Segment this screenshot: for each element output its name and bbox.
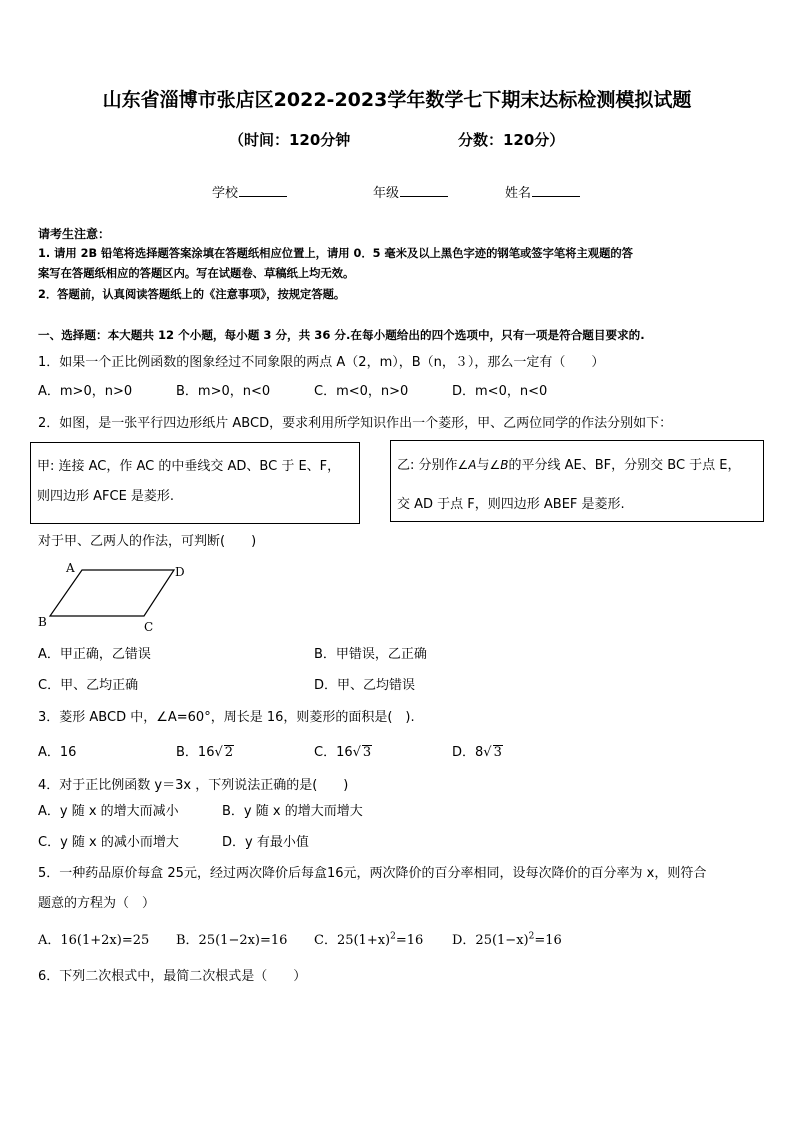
page-title: 山东省淄博市张店区2022-2023学年数学七下期末达标检测模拟试题 bbox=[102, 89, 692, 111]
q3-option-b-radicand: 2 bbox=[224, 745, 234, 760]
q1-option-c: C．m<0，n>0 bbox=[314, 384, 409, 399]
q5-option-d-base: D．25(1−x) bbox=[452, 933, 529, 948]
q5-option-a: A．16(1+2x)=25 bbox=[38, 933, 150, 948]
q3-option-d-coef: D．8 bbox=[452, 745, 484, 760]
parallelogram-abcd bbox=[50, 570, 174, 616]
name-blank bbox=[532, 183, 580, 197]
grade-field bbox=[373, 183, 448, 202]
exam-score: 分数：120分） bbox=[458, 131, 565, 149]
q3-option-b bbox=[176, 745, 234, 761]
school-label: 学校 bbox=[212, 186, 239, 201]
section-heading: 一、选择题：本大题共 12 个小题，每小题 3 分，共 36 分.在每小题给出的四个选项中，只有一项是符合题目要求的. bbox=[38, 328, 645, 342]
q2-stem: 2．如图，是一张平行四边形纸片 ABCD，要求利用所学知识作出一个菱形，甲、乙两位同学的作法分别如下： bbox=[38, 416, 673, 431]
q2-method-jia-box bbox=[30, 442, 360, 524]
q3-option-b-coef: B．16 bbox=[176, 745, 215, 760]
q4-stem-pre: 4．对于正比例函数 bbox=[38, 778, 151, 793]
q2-jia-line-1: 甲: 连接 AC，作 AC 的中垂线交 AD、BC 于 E、F， bbox=[37, 459, 341, 474]
notice-line-2: 2．答题前，认真阅读答题纸上的《注意事项》，按规定答题。 bbox=[38, 288, 346, 301]
q2-option-d: D．甲、乙均错误 bbox=[314, 678, 416, 693]
name-label: 姓名 bbox=[505, 186, 532, 201]
q5-option-d-exponent: 2 bbox=[528, 931, 535, 942]
q2-judge: 对于甲、乙两人的作法，可判断( ) bbox=[38, 534, 257, 549]
parallelogram-figure bbox=[34, 560, 194, 636]
q3-option-c bbox=[314, 745, 372, 761]
q5-stem-line-1: 5．一种药品原价每盒 25元，经过两次降价后每盒16元，两次降价的百分率相同，设每次降价的百分率为 x，则符合 bbox=[38, 866, 707, 881]
notice-heading: 请考生注意： bbox=[38, 227, 111, 241]
q3-stem: 3．菱形 ABCD 中，∠A=60°，周长是 16，则菱形的面积是( ). bbox=[38, 710, 415, 725]
q1-option-a: A．m>0，n>0 bbox=[38, 384, 133, 399]
angle-a: ∠A bbox=[457, 458, 477, 472]
q3-option-c-coef: C．16 bbox=[314, 745, 353, 760]
q2-yi-mid: 与 bbox=[476, 458, 490, 473]
grade-blank bbox=[400, 183, 448, 197]
q5-stem-line-2: 题意的方程为（ ） bbox=[38, 896, 156, 911]
notice-line-1: 1. 请用 2B 铅笔将选择题答案涂填在答题纸相应位置上，请用 0．5 毫米及以上黑色字迹的钢笔或签字笔将主观题的答 bbox=[38, 247, 633, 260]
q2-option-c: C．甲、乙均正确 bbox=[38, 678, 139, 693]
q2-yi-line-2: 交 AD 于点 F，则四边形 ABEF 是菱形. bbox=[397, 497, 625, 512]
q4-stem-post: ，下列说法正确的是( ) bbox=[195, 778, 349, 793]
q2-yi-line-1 bbox=[397, 457, 741, 474]
q5-option-b: B．25(1−2x)=16 bbox=[176, 933, 288, 948]
q4-stem bbox=[38, 778, 348, 794]
q5-option-c-exponent: 2 bbox=[390, 931, 396, 942]
q2-jia-line-2: 则四边形 AFCE 是菱形. bbox=[37, 489, 175, 504]
q6-stem: 6．下列二次根式中，最简二次根式是（ ） bbox=[38, 969, 307, 984]
q1-stem: 1．如果一个正比例函数的图象经过不同象限的两点 A（2，m），B（n，３），那么一定有（ ） bbox=[38, 355, 605, 370]
name-field bbox=[505, 183, 580, 202]
q5-option-d bbox=[452, 933, 562, 949]
q3-option-c-radicand: 3 bbox=[362, 745, 372, 760]
sqrt-symbol: √ bbox=[214, 745, 223, 760]
q1-option-b: B．m>0，n<0 bbox=[176, 384, 271, 399]
vertex-b-label: B bbox=[38, 615, 47, 629]
vertex-d-label: D bbox=[175, 565, 185, 579]
q4-option-b: B．y 随 x 的增大而增大 bbox=[222, 804, 363, 819]
q2-option-b: B．甲错误，乙正确 bbox=[314, 647, 427, 662]
q5-option-c-tail: =16 bbox=[395, 933, 424, 948]
grade-label: 年级 bbox=[373, 186, 400, 201]
q5-option-d-tail: =16 bbox=[534, 933, 562, 948]
q4-option-d: D．y 有最小值 bbox=[222, 835, 309, 850]
q3-option-d-radicand: 3 bbox=[493, 745, 502, 760]
notice-line-1b: 案写在答题纸相应的答题区内。写在试题卷、草稿纸上均无效。 bbox=[38, 267, 355, 280]
q3-option-d bbox=[452, 745, 503, 761]
school-field bbox=[212, 183, 287, 202]
q4-option-a: A．y 随 x 的增大而减小 bbox=[38, 804, 179, 819]
vertex-c-label: C bbox=[144, 620, 154, 634]
q5-option-c-base: C．25(1+x) bbox=[314, 933, 391, 948]
exam-time: （时间：120分钟 bbox=[229, 131, 351, 149]
school-blank bbox=[239, 183, 287, 197]
q5-option-c bbox=[314, 933, 423, 949]
vertex-a-label: A bbox=[66, 561, 75, 575]
q2-method-yi-box bbox=[390, 440, 764, 522]
q1-option-d: D．m<0，n<0 bbox=[452, 384, 548, 399]
q2-yi-post: 的平分线 AE、BF，分别交 BC 于点 E， bbox=[508, 458, 741, 473]
q4-option-c: C．y 随 x 的减小而增大 bbox=[38, 835, 179, 850]
q2-option-a: A．甲正确，乙错误 bbox=[38, 647, 151, 662]
q3-option-a: A．16 bbox=[38, 745, 77, 760]
q4-function: y＝3x bbox=[154, 778, 192, 793]
sqrt-symbol: √ bbox=[352, 745, 361, 760]
q2-yi-pre: 乙: 分别作 bbox=[397, 458, 458, 473]
angle-b: ∠B bbox=[489, 458, 509, 472]
sqrt-symbol: √ bbox=[483, 745, 492, 760]
